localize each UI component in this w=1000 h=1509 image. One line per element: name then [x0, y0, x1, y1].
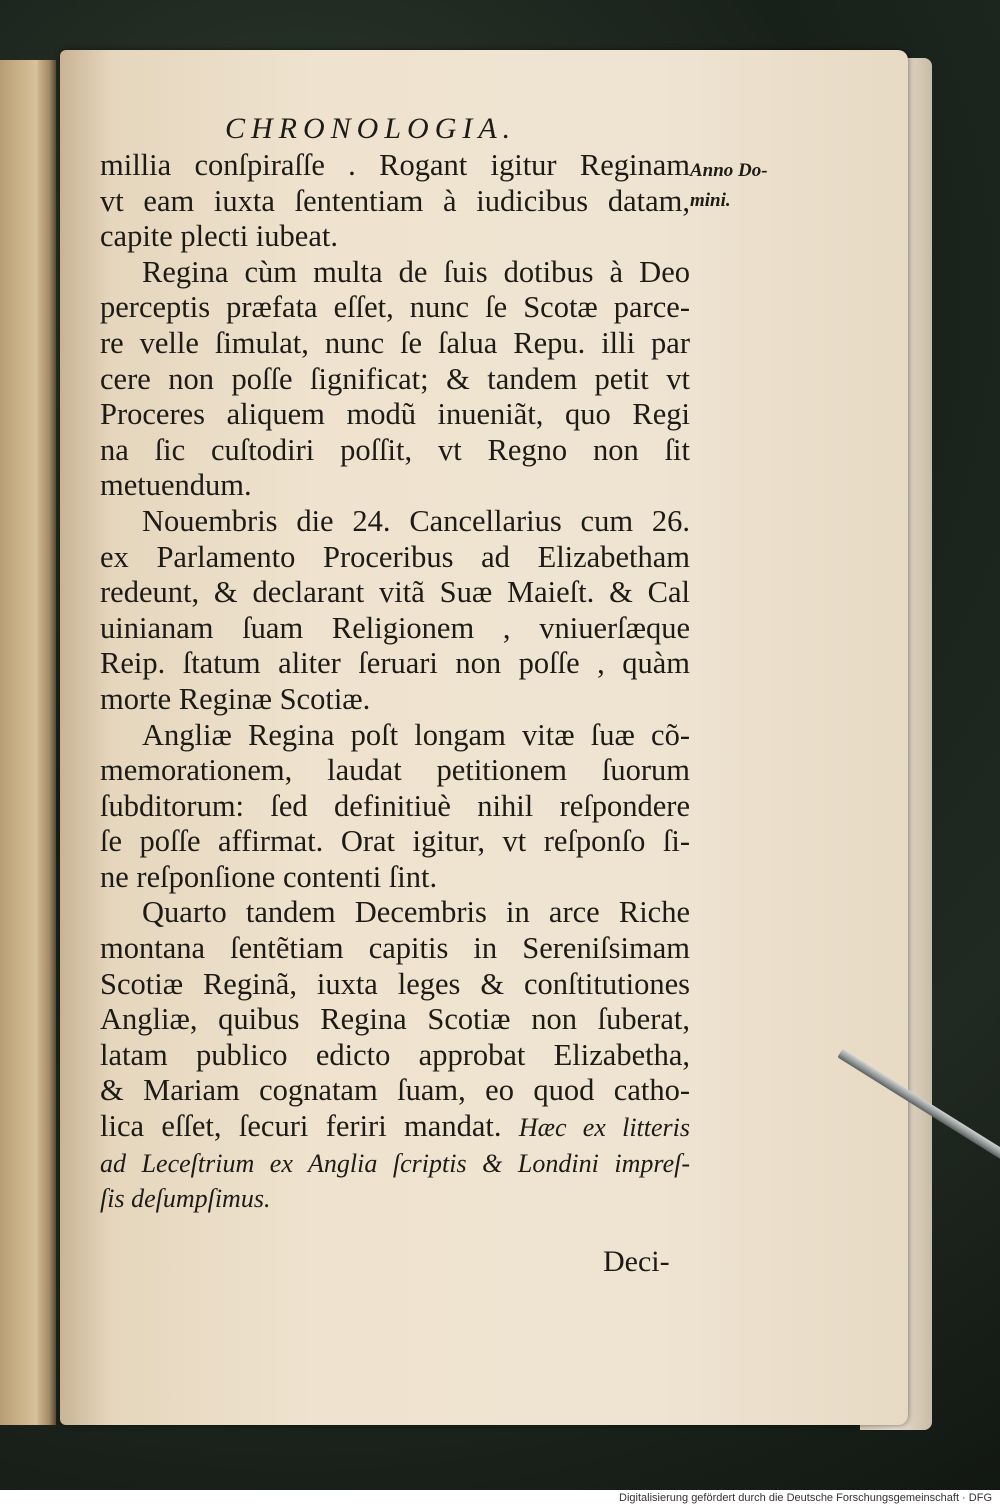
text-line: ne reſponſione contenti ſint.	[100, 859, 438, 894]
text-line: capite plecti iubeat.	[100, 219, 338, 254]
text-segment: lica eſſet, ſecuri feriri mandat.	[100, 1109, 502, 1144]
catchword: Deci-	[603, 1245, 670, 1278]
text-line: uinianam ſuam Religionem , vniuerſæque	[100, 610, 690, 645]
text-line: Angliæ Regina poſt longam vitæ ſuæ cõ-	[142, 717, 690, 752]
text-line: & Mariam cognatam ſuam, eo quod catho-	[100, 1073, 690, 1108]
text-line: Regina cùm multa de ſuis dotibus à Deo	[142, 254, 690, 289]
text-line: redeunt, & declarant vitã Suæ Maieſt. & Cal	[100, 575, 690, 610]
text-line: Quarto tandem Decembris in arce Riche	[142, 895, 690, 930]
text-line: Nouembris die 24. Cancellarius cum 26.	[142, 503, 690, 538]
text-line: ſubditorum: ſed definitiuè nihil reſpondere	[100, 788, 690, 823]
text-line: Reip. ſtatum aliter ſeruari non poſſe , quàm	[100, 646, 690, 681]
margin-note-line: Anno Do-	[690, 160, 768, 181]
text-line: Angliæ, quibus Regina Scotiæ non ſuberat,	[100, 1002, 690, 1037]
text-line: ſe poſſe affirmat. Orat igitur, vt reſponſo ſi-	[100, 824, 690, 859]
running-title: CHRONOLOGIA.	[225, 112, 517, 145]
text-line: morte Reginæ Scotiæ.	[100, 681, 371, 716]
text-line: cere non poſſe ſignificat; & tandem petit vt	[100, 361, 690, 396]
text-line: re velle ſimulat, nunc ſe ſalua Repu. illi par	[100, 325, 690, 360]
margin-note	[690, 156, 790, 216]
text-line: ex Parlamento Proceribus ad Elizabetham	[100, 539, 690, 574]
margin-note-line: mini.	[690, 190, 731, 211]
footer-credit: Digitalisierung gefördert durch die Deutsche Forschungsgemeinschaft · DFG	[619, 1492, 992, 1504]
italic-text: Hæc ex litteris	[518, 1113, 690, 1143]
text-line: Scotiæ Reginã, iuxta leges & conſtitutiones	[100, 966, 690, 1001]
text-line: perceptis præfata eſſet, nunc ſe Scotæ parce-	[100, 290, 690, 325]
text-line: millia conſpiraſſe . Rogant igitur Reginam	[100, 148, 690, 182]
text-line: memorationem, laudat petitionem ſuorum	[100, 753, 690, 788]
italic-line: ſis deſumpſimus.	[100, 1184, 271, 1214]
italic-line: ad Leceſtrium ex Anglia ſcriptis & Londini impreſ-	[100, 1148, 690, 1178]
text-line: metuendum.	[100, 468, 252, 503]
text-line: vt eam iuxta ſententiam à iudicibus datam,	[100, 183, 690, 218]
text-line: montana ſentẽtiam capitis in Sereniſsimam	[100, 931, 690, 966]
footer-bar	[0, 1490, 1000, 1509]
body-text	[100, 148, 690, 1217]
text-line	[100, 1109, 690, 1146]
gutter	[38, 60, 56, 1425]
text-line: latam publico edicto approbat Elizabetha,	[100, 1037, 690, 1072]
text-line: Proceres aliquem modũ inueniãt, quo Regi	[100, 397, 690, 432]
text-line: na ſic cuſtodiri poſſit, vt Regno non ſit	[100, 432, 690, 467]
